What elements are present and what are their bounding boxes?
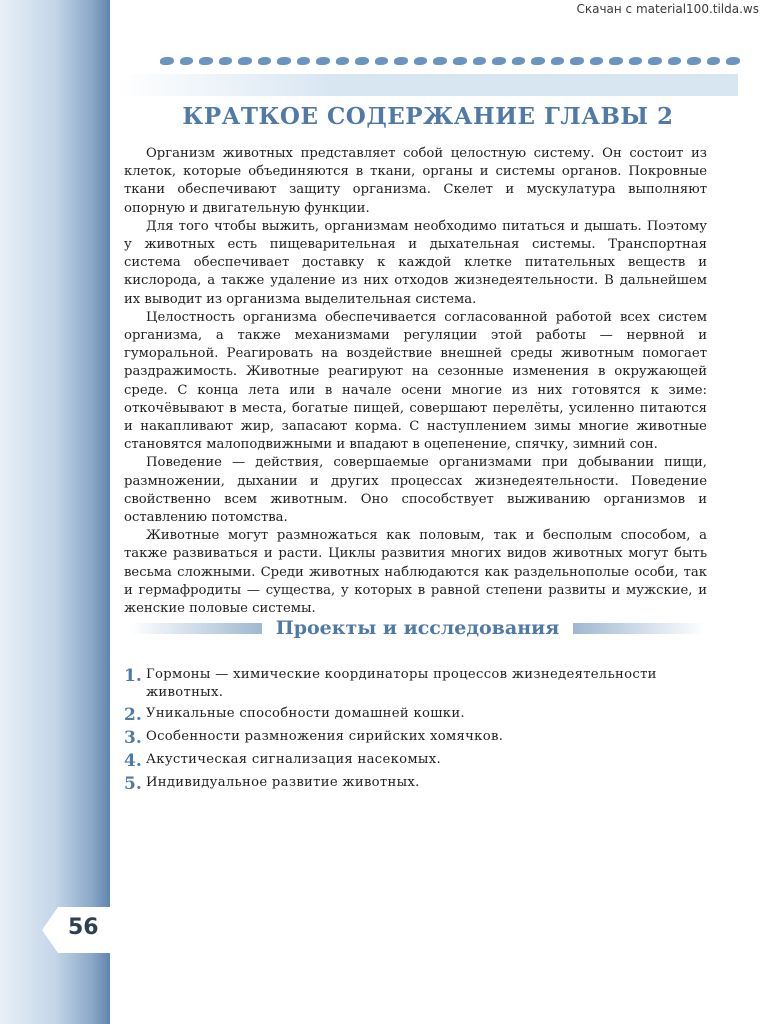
chapter-summary xyxy=(124,145,707,618)
title-gradient-bar xyxy=(118,74,738,96)
list-item-number: 3. xyxy=(124,728,142,748)
list-item-number: 4. xyxy=(124,751,142,771)
page-number: 56 xyxy=(68,915,99,940)
projects-heading-bar xyxy=(130,615,705,641)
list-item xyxy=(124,774,684,794)
projects-bar-left-line xyxy=(130,623,262,634)
summary-paragraph: Для того чтобы выжить, организмам необходимо питаться и дышать. Поэтому у животных есть пищеварительная и дыхательная системы. Транспортная система обеспечивает доставку к каждой клетке питательных веществ и кислорода, а также удаление из них отходов жизнедеятельности. В дальнейшем их выводит из организма выделительная система. xyxy=(124,218,707,307)
list-item xyxy=(124,728,684,748)
list-item-number: 5. xyxy=(124,774,142,794)
source-note: Скачан с material100.tilda.ws xyxy=(576,2,759,16)
animal-silhouettes-decoration xyxy=(160,53,740,69)
list-item-number: 2. xyxy=(124,705,142,725)
chapter-title: КРАТКОЕ СОДЕРЖАНИЕ ГЛАВЫ 2 xyxy=(182,103,674,130)
list-item xyxy=(124,751,684,771)
projects-list xyxy=(124,666,684,797)
list-item-text: Акустическая сигнализация насекомых. xyxy=(146,752,441,767)
list-item-text: Индивидуальное развитие животных. xyxy=(146,775,420,790)
projects-heading: Проекты и исследования xyxy=(275,617,560,639)
projects-bar-right-line xyxy=(573,623,705,634)
list-item-text: Особенности размножения сирийских хомячков. xyxy=(146,729,504,744)
summary-paragraph: Поведение — действия, совершаемые организмами при добывании пищи, размножении, дыхании и других процессах жизнедеятельности. Поведение свойственно всем животным. Оно способствует выживанию организмов и оставлению потомства. xyxy=(124,455,707,526)
summary-paragraph: Животные могут размножаться как половым, так и бесполым способом, а также развиваться и расти. Циклы развития многих видов животных могут быть весьма сложными. Среди животных наблюдаются как раздельнополые особи, так и гермафродиты — существа, у которых в равной степени развиты и мужские, и женские половые системы. xyxy=(124,528,707,617)
list-item-text: Уникальные способности домашней кошки. xyxy=(146,706,465,721)
list-item-number: 1. xyxy=(124,666,142,686)
summary-paragraph: Организм животных представляет собой целостную систему. Он состоит из клеток, которые объединяются в ткани, органы и системы органов. Покровные ткани обеспечивают защиту организма. Скелет и мускулатура выполняют опорную и двигательную функции. xyxy=(124,146,707,216)
list-item xyxy=(124,705,684,725)
list-item-text: Гормоны — химические координаторы процессов жизнедеятельности животных. xyxy=(146,667,657,700)
summary-paragraph: Целостность организма обеспечивается согласованной работой всех систем организма, а также механизмами регуляции этой работы — нервной и гуморальной. Реагировать на воздействие внешней среды животным помогает раздражимость. Животные реагируют на сезонные изменения в окружающей среде. С конца лета или в начале осени многие из них готовятся к зиме: откочёвывают в места, богатые пищей, совершают перелёты, усиленно питаются и накапливают жир, запасают корма. С наступлением зимы многие животные становятся малоподвижными и впадают в оцепенение, спячку, зимний сон. xyxy=(124,309,707,453)
left-margin-band xyxy=(0,0,110,1024)
list-item xyxy=(124,666,684,702)
